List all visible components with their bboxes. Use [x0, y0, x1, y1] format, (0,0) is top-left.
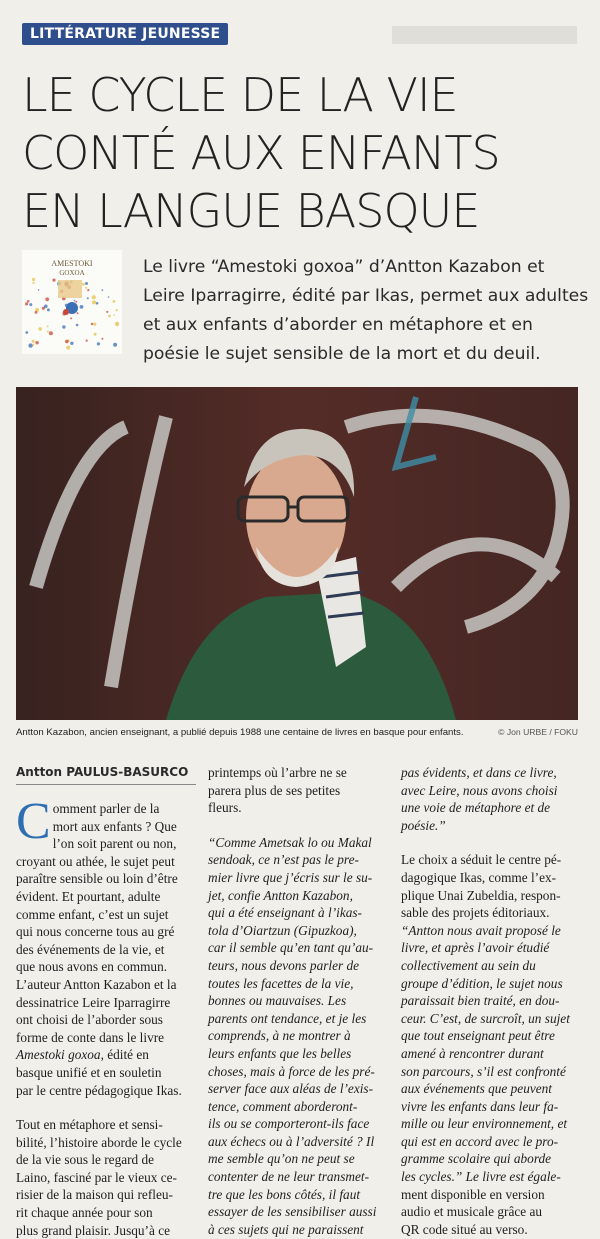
body-line: contenter de ne leur transmet-: [208, 1169, 369, 1185]
body-line: à ces sujets qui ne paraissent: [208, 1221, 364, 1237]
body-line: évident. Et pourtant, adulte: [16, 888, 161, 904]
body-line: qui nous concerne tous au gré: [16, 924, 175, 940]
caption-text: Antton Kazabon, ancien enseignant, a publié depuis 1988 une centaine de livres en basque pour enfants.: [16, 727, 464, 738]
body-line: plus grand plaisir. Jusqu’à ce: [16, 1222, 170, 1238]
article-column-3: [401, 764, 581, 1238]
body-line: printemps où l’arbre ne se: [208, 765, 347, 780]
body-line: choses, mais à force de les pré-: [208, 1063, 375, 1079]
body-line: parera plus de ses petites: [208, 782, 341, 798]
standfirst: [143, 253, 589, 369]
body-line: toutes les facettes de la vie,: [208, 975, 354, 991]
cover-title-bottom: GOXOA: [59, 269, 85, 277]
body-line: mort aux enfants ? Que: [52, 818, 177, 834]
body-line: aux événements que peuvent: [401, 1081, 552, 1097]
body-line: tence, comment aborderont-: [208, 1098, 358, 1114]
body-line: mille ou leur environnement, et: [401, 1116, 568, 1132]
body-line: sable des projets éditoriaux.: [401, 905, 550, 921]
book-cover-image: [22, 250, 122, 354]
body-line: rit chaque année pour son: [16, 1205, 153, 1221]
body-line: risier de la maison qui refleu-: [16, 1187, 173, 1203]
body-line: “Comme Ametsak lo ou Makal: [208, 834, 372, 850]
body-line: QR code situé au verso.: [401, 1221, 528, 1237]
body-line: teurs, nous devons parler de: [208, 957, 360, 973]
body-line: comme enfant, c’est un sujet: [16, 906, 169, 922]
body-line: comprends, à ne montrer à: [208, 1028, 351, 1044]
body-line: dessinatrice Leire Iparragirre: [16, 994, 171, 1010]
standfirst-line: Leire Iparragirre, édité par Ikas, permet aux adultes: [143, 286, 589, 306]
body-line: par le centre pédagogique Ikas.: [16, 1082, 182, 1098]
body-line: croyant ou athée, le sujet peut: [16, 853, 175, 869]
body-line: qui est en accord avec le pro-: [401, 1133, 559, 1149]
body-line: Laino, fasciné par le vieux ce-: [16, 1169, 177, 1185]
body-line: groupe d’édition, le sujet nous: [401, 975, 563, 991]
body-line: ceur. C’est, de surcroît, un sujet: [401, 1010, 570, 1026]
body-line: audio et musicale grâce au: [401, 1204, 543, 1220]
body-line: vivre les enfants dans leur fa-: [401, 1098, 559, 1114]
body-line: son parcours, s’il est confronté: [401, 1063, 566, 1079]
body-line: omment parler de la: [52, 801, 160, 816]
headline-line: EN LANGUE BASQUE: [22, 184, 480, 238]
body-line: ils ou se comporteront-ils face: [208, 1116, 370, 1132]
byline-rule: [16, 784, 196, 785]
body-line: gramme scolaire qui aborde: [401, 1151, 552, 1167]
body-line: leurs enfants que les belles: [208, 1045, 352, 1061]
body-line: fleurs.: [208, 800, 242, 816]
byline: Antton PAULUS-BASURCO: [16, 765, 189, 779]
body-line: collectivement au sein du: [401, 957, 536, 973]
body-line: forme de conte dans le livre: [16, 1029, 165, 1045]
body-line: que nous avons en commun.: [16, 959, 168, 975]
body-line: pas évidents, et dans ce livre,: [401, 765, 557, 780]
body-line: me semble qu’on ne peut se: [208, 1151, 355, 1167]
body-line: plique Unai Zubeldia, respon-: [401, 887, 561, 903]
headline-line: CONTÉ AUX ENFANTS: [22, 126, 500, 180]
article-column-1: [16, 793, 194, 1239]
body-line: avec Leire, nous avons choisi: [401, 782, 558, 798]
body-line: Amestoki goxoa, édité en: [16, 1047, 149, 1063]
portrait-photo-illustration: [16, 387, 578, 720]
body-line: une voie de métaphore et de: [401, 800, 551, 816]
body-line: sendoak, ce n’est pas le pre-: [208, 852, 359, 868]
body-line: bonnes ou mauvaises. Les: [208, 993, 347, 1009]
body-line: parents ont tendance, et je les: [208, 1010, 367, 1026]
body-line: mier livre que j’écris sur le su-: [208, 869, 373, 885]
headline: [22, 66, 582, 240]
body-line: aux échecs ou à l’adversité ? Il: [208, 1133, 375, 1149]
body-line: Tout en métaphore et sensi-: [16, 1117, 163, 1133]
faded-header-strip: [392, 26, 577, 44]
body-line: paraissait bien traité, en dou-: [401, 993, 560, 1009]
book-cover-illustration: [22, 250, 122, 354]
standfirst-line: Le livre “Amestoki goxoa” d’Antton Kazabon et: [143, 257, 545, 277]
body-line: jet, confie Antton Kazabon,: [208, 887, 353, 903]
body-line: les cycles.” Le livre est égale-: [401, 1169, 561, 1185]
body-line: amené à rencontrer durant: [401, 1045, 544, 1061]
headline-line: LE CYCLE DE LA VIE: [22, 68, 458, 122]
body-line: tre que les bons côtés, il faut: [208, 1186, 361, 1202]
body-line: ment disponible en version: [401, 1186, 545, 1202]
body-line: ont choisi de l’aborder sous: [16, 1012, 163, 1028]
body-line: paraître sensible ou loin d’être: [16, 871, 178, 887]
article-column-2: [208, 764, 386, 1238]
body-line: de la vie sous le regard de: [16, 1152, 155, 1168]
cover-title-top: AMESTOKI: [51, 259, 93, 268]
body-line: tola d’Oiartzun (Gipuzkoa),: [208, 922, 357, 938]
body-line: “Antton nous avait proposé le: [401, 922, 561, 938]
body-line: L’auteur Antton Kazabon et la: [16, 976, 177, 992]
body-line: des événements de la vie, et: [16, 941, 165, 957]
photo-credit: © Jon URBE / FOKU: [498, 727, 578, 737]
body-line: server face aux aléas de l’exis-: [208, 1081, 374, 1097]
body-line: livre, et après l’avoir étudié: [401, 940, 550, 956]
body-line: poésie.”: [401, 817, 446, 833]
body-line: basque unifié et en souletin: [16, 1064, 162, 1080]
portrait-photo: [16, 387, 578, 720]
standfirst-line: poésie le sujet sensible de la mort et du deuil.: [143, 344, 541, 364]
standfirst-line: et aux enfants d’aborder en métaphore et en: [143, 315, 533, 335]
body-line: bilité, l’histoire aborde le cycle: [16, 1134, 182, 1150]
body-line: car il semble qu’en tant qu’au-: [208, 940, 374, 956]
section-rubric: LITTÉRATURE JEUNESSE: [22, 23, 228, 45]
drop-cap: C: [16, 793, 51, 850]
photo-caption: [16, 727, 578, 738]
body-line: dagogique Ikas, comme l’ex-: [401, 869, 557, 885]
body-line: l’on soit parent ou non,: [52, 836, 177, 852]
body-line: essayer de les sensibiliser aussi: [208, 1204, 377, 1220]
body-line: qui a été enseignant à l’ikas-: [208, 905, 362, 921]
body-line: que tout enseignant peut être: [401, 1028, 555, 1044]
body-line: Le choix a séduit le centre pé-: [401, 852, 562, 868]
